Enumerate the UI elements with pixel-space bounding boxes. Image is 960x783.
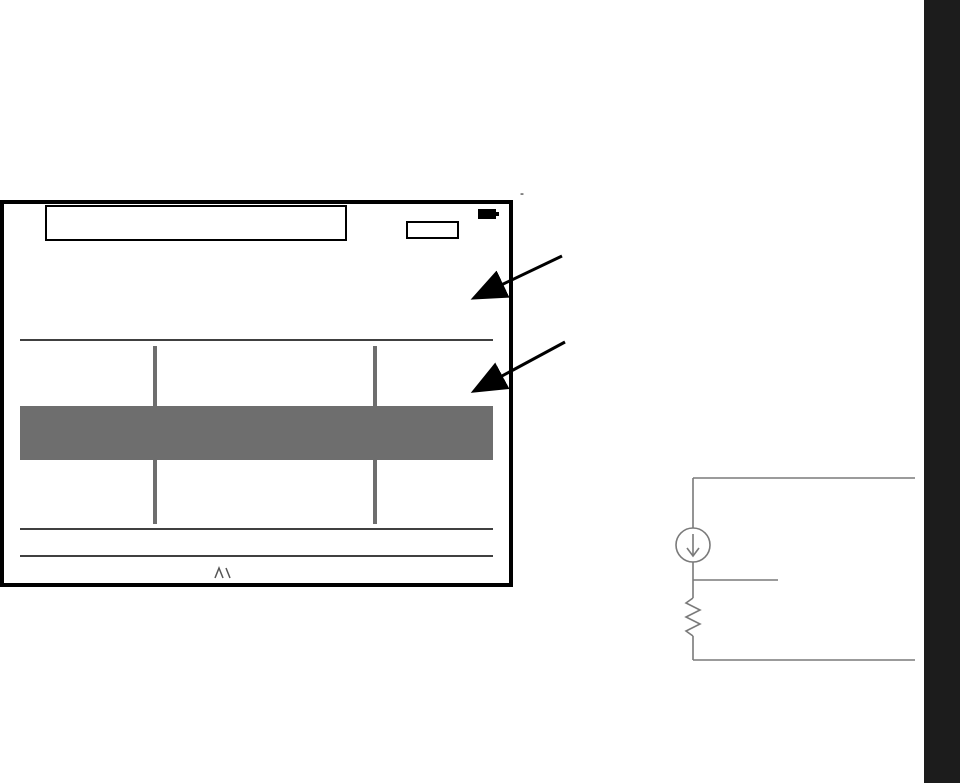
circuit-diagram (560, 470, 920, 730)
resistor-icon (686, 598, 700, 636)
stray-dash: - (520, 186, 524, 200)
current-arrow-icon (687, 534, 699, 556)
arrow-transmitter-current (476, 342, 565, 390)
decorative-side-bar (924, 0, 960, 783)
arrow-bus-voltage (476, 256, 562, 297)
